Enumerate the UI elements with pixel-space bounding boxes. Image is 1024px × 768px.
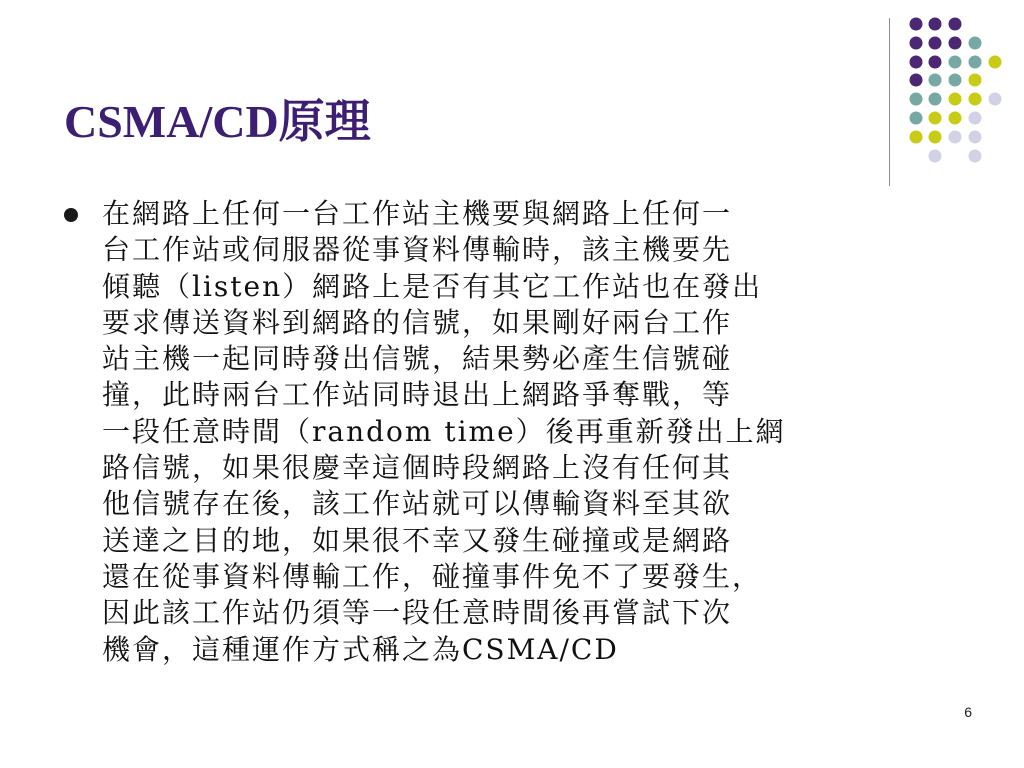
bullet-paragraph <box>102 196 962 668</box>
dot-teal <box>949 74 962 87</box>
text-line: 傾聽（listen）網路上是否有其它工作站也在發出 <box>102 269 763 303</box>
divider-line <box>889 18 890 186</box>
dot-yellow <box>949 93 962 106</box>
dot-purple <box>910 18 923 31</box>
dot-lavender <box>969 112 982 125</box>
dot-yellow <box>929 112 942 125</box>
dot-teal <box>929 74 942 87</box>
dot-teal <box>910 93 923 106</box>
dot-purple <box>910 74 923 87</box>
dot-purple <box>929 37 942 50</box>
dot-teal <box>949 56 962 69</box>
text-line: 還在從事資料傳輸工作，碰撞事件免不了要發生， <box>102 559 763 593</box>
text-line: 因此該工作站仍須等一段任意時間後再嘗試下次 <box>102 596 733 630</box>
dot-purple <box>929 56 942 69</box>
dot-yellow <box>910 131 923 144</box>
dot-purple <box>910 37 923 50</box>
dot-lavender <box>969 131 982 144</box>
text-line: 站主機一起同時發出信號，結果勢必產生信號碰 <box>102 342 733 376</box>
dot-yellow <box>969 93 982 106</box>
dot-teal <box>929 93 942 106</box>
dot-lavender <box>969 150 982 163</box>
dot-lavender <box>929 150 942 163</box>
dot-yellow <box>929 131 942 144</box>
dot-purple <box>929 18 942 31</box>
dot-yellow <box>989 56 1002 69</box>
text-line: 送達之目的地，如果很不幸又發生碰撞或是網路 <box>102 523 733 557</box>
dot-yellow <box>969 74 982 87</box>
text-line: 路信號，如果很慶幸這個時段網路上沒有任何其 <box>102 451 733 485</box>
text-line: 在網路上任何一台工作站主機要與網路上任何一 <box>102 197 733 230</box>
dot-teal <box>969 56 982 69</box>
dot-lavender <box>989 93 1002 106</box>
text-line: 他信號存在後，該工作站就可以傳輸資料至其欲 <box>102 487 733 521</box>
dot-teal <box>969 37 982 50</box>
dot-lavender <box>949 131 962 144</box>
text-line: 要求傳送資料到網路的信號，如果剛好兩台工作 <box>102 305 733 339</box>
text-line: 機會，這種運作方式稱之為CSMA/CD <box>102 632 619 666</box>
page-number: 6 <box>964 704 972 720</box>
text-line: 撞，此時兩台工作站同時退出上網路爭奪戰，等 <box>102 378 733 412</box>
dot-yellow <box>949 112 962 125</box>
dot-teal <box>910 112 923 125</box>
dot-purple <box>949 18 962 31</box>
dot-purple <box>949 37 962 50</box>
slide-title: CSMA/CD原理 <box>64 96 371 147</box>
text-line: 台工作站或伺服器從事資料傳輸時，該主機要先 <box>102 233 733 267</box>
dot-purple <box>910 56 923 69</box>
bullet-dot-icon <box>64 208 78 222</box>
text-line: 一段任意時間（random time）後再重新發出上網 <box>102 414 786 448</box>
